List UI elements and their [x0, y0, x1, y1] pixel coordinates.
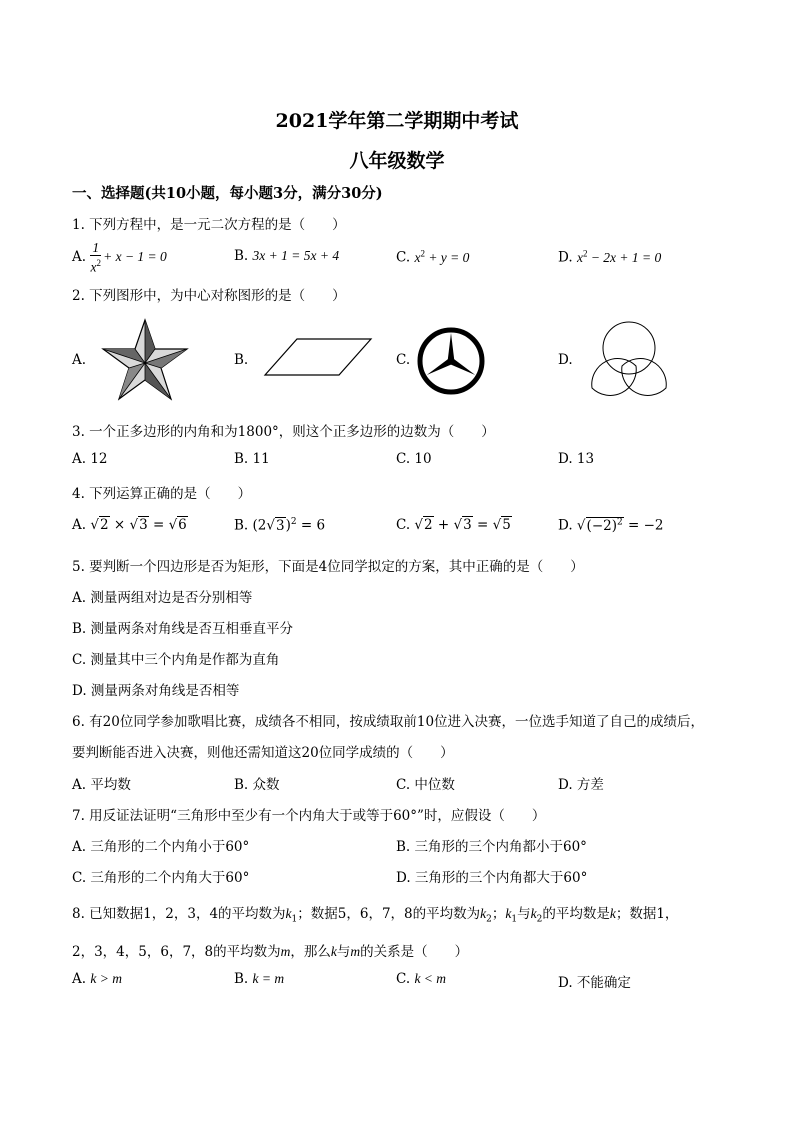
q5-option-d: D. 测量两条对角线是否相等 [72, 683, 240, 699]
q1-c-label: C. [396, 249, 411, 266]
q8-k2-b: k [530, 906, 537, 921]
question-8-stem-line2 [72, 940, 468, 960]
q8-text-3: ； [491, 906, 506, 922]
q4-c-equals: = [472, 517, 493, 533]
q4-d-radicand: (−2) [586, 517, 617, 534]
q8-k1-sub: 1 [291, 914, 298, 925]
q2-c-label: C. [396, 352, 411, 368]
q8-a-label: A. [72, 971, 87, 987]
parallelogram-figure [262, 336, 374, 378]
q1-c-tail: + y = 0 [424, 249, 470, 265]
three-pointed-star-circle-figure [416, 326, 486, 396]
q8-option-a [72, 971, 122, 987]
q4-option-c: C. √2 + √3 = √5 [396, 517, 511, 533]
q8-k: k [609, 906, 616, 921]
q4-b-open: (2 [252, 517, 267, 534]
q4-c-radicand-2: 3 [463, 517, 472, 533]
q1-d-exponent: 2 [582, 248, 588, 258]
q4-a-radicand-3: 6 [178, 517, 187, 533]
q4-a-radicand-1: 2 [99, 517, 109, 533]
q4-a-equals: = [148, 517, 169, 533]
q4-b-label: B. [234, 517, 249, 534]
q8-line2-text-3: 与 [336, 944, 351, 960]
q6-option-d: D. 方差 [558, 777, 604, 793]
q4-c-plus: + [433, 517, 454, 533]
exam-subtitle: 八年级数学 [349, 150, 445, 172]
q8-line2-text-1: 2，3，4，5，6，7，8的平均数为 [72, 944, 281, 960]
q8-text-4: 与 [517, 906, 531, 922]
question-8-stem-line1 [72, 902, 678, 925]
question-5-stem: 5. 要判断一个四边形是否为矩形，下面是4位同学拟定的方案，其中正确的是（ ） [72, 559, 584, 575]
q7-option-a: A. 三角形的二个内角小于60° [72, 839, 250, 855]
q1-a-numerator: 1 [92, 240, 100, 255]
triquetra-figure [584, 318, 674, 402]
q4-a-times: × [109, 517, 130, 533]
q8-k1: k [285, 906, 292, 921]
q8-b-expr: k = m [252, 971, 285, 986]
q2-b-label: B. [234, 352, 249, 368]
q4-a-radicand-2: 3 [139, 517, 148, 533]
q8-option-d: D. 不能确定 [558, 975, 631, 991]
q4-a-label: A. [72, 517, 87, 533]
q8-option-b [234, 971, 284, 987]
q6-option-a: A. 平均数 [72, 777, 131, 793]
star-figure [100, 318, 190, 402]
q6-option-b: B. 众数 [234, 777, 280, 793]
q1-d-tail: − 2x + 1 = 0 [587, 249, 662, 265]
q8-k1-b: k [505, 906, 512, 921]
q4-b-exponent: 2 [290, 517, 297, 527]
question-6-stem-line1: 6. 有20位同学参加歌唱比赛，成绩各不相同，按成绩取前10位进入决赛，一位选手知道了自己的成绩后， [72, 714, 705, 730]
q7-option-d: D. 三角形的三个内角都大于60° [396, 870, 588, 886]
q8-m: m [280, 944, 291, 959]
q2-d-label: D. [558, 352, 573, 368]
q8-k2-sub: 2 [486, 914, 492, 925]
q4-b-radicand: 3 [275, 517, 285, 534]
question-7-stem: 7. 用反证法证明“三角形中至少有一个内角大于或等于60°”时，应假设（ ） [72, 808, 546, 824]
q1-a-tail: + x − 1 = 0 [103, 248, 167, 264]
q8-line2-text-4: 的关系是（ ） [360, 944, 469, 960]
q8-text-6: ；数据1， [615, 906, 679, 922]
q4-option-d: D. $√(-2)^2 = -2$ [558, 517, 664, 534]
question-2-stem: 2. 下列图形中，为中心对称图形的是（ ） [72, 288, 346, 304]
q8-line2-k: k [330, 944, 337, 959]
q3-option-d: D. 13 [558, 451, 595, 467]
q8-text-2: ；数据5，6，7，8的平均数为 [297, 906, 481, 922]
q1-a-denominator: x [90, 259, 97, 275]
q2-a-label: A. [72, 352, 87, 368]
q8-c-label: C. [396, 971, 411, 987]
q8-b-label: B. [234, 971, 249, 987]
q1-b-label: B. [234, 248, 249, 264]
q4-b-tail: = 6 [296, 517, 326, 534]
exam-title: 2021学年第二学期期中考试 [275, 110, 519, 132]
q1-c-exponent: 2 [420, 248, 425, 258]
question-3-stem: 3. 一个正多边形的内角和为1800°，则这个正多边形的边数为（ ） [72, 424, 495, 440]
q8-k2-b-sub: 2 [536, 914, 543, 925]
q1-c-x: x [414, 249, 421, 265]
question-4-stem: 4. 下列运算正确的是（ ） [72, 486, 252, 502]
q1-d-x: x [576, 249, 583, 265]
q4-c-radicand-3: 5 [502, 517, 511, 533]
question-1-stem: 1. 下列方程中，是一元二次方程的是（ ） [72, 217, 346, 233]
q5-option-b: B. 测量两条对角线是否互相垂直平分 [72, 621, 294, 637]
q4-c-label: C. [396, 517, 411, 533]
q8-line2-text-2: ，那么 [290, 944, 331, 960]
q3-option-b: B. 11 [234, 451, 270, 467]
q4-option-a: A. √2 × √3 = √6 [72, 517, 187, 533]
q1-option-c [396, 248, 469, 266]
q8-c-expr: k < m [414, 971, 447, 986]
q4-b-close: ) [285, 517, 291, 534]
q4-d-exponent: 2 [616, 517, 623, 527]
q4-c-radicand-1: 2 [424, 517, 433, 533]
q7-option-c: C. 三角形的二个内角大于60° [72, 870, 250, 886]
q3-option-a: A. 12 [72, 451, 108, 467]
q8-line2-m: m [350, 944, 361, 959]
q3-option-c: C. 10 [396, 451, 432, 467]
q1-d-label: D. [558, 249, 573, 266]
q7-option-b: B. 三角形的三个内角都小于60° [396, 839, 587, 855]
q8-option-c [396, 971, 446, 987]
q8-k1-b-sub: 1 [511, 914, 518, 925]
q1-a-label: A. [72, 248, 87, 265]
q8-text-1: 8. 已知数据1，2，3，4的平均数为 [72, 906, 286, 922]
q8-text-5: 的平均数是 [542, 906, 610, 922]
q1-option-d [558, 248, 661, 266]
q4-option-b: B. $(2√3)^2 = 6$ [234, 517, 326, 534]
q4-d-label: D. [558, 517, 573, 534]
q1-option-b [234, 248, 339, 264]
q8-k2: k [480, 906, 487, 921]
section-heading: 一、选择题(共10小题，每小题3分，满分30分) [72, 185, 383, 202]
q6-option-c: C. 中位数 [396, 777, 455, 793]
q5-option-a: A. 测量两组对边是否分别相等 [72, 590, 253, 606]
q1-option-a [72, 240, 167, 275]
question-6-stem-line2: 要判断能否进入决赛，则他还需知道这20位同学成绩的（ ） [72, 745, 454, 761]
q1-b-expr: 3x + 1 = 5x + 4 [252, 248, 340, 263]
q1-a-exponent: 2 [96, 258, 101, 268]
q8-a-expr: k > m [90, 971, 122, 986]
q5-option-c: C. 测量其中三个内角是作都为直角 [72, 652, 280, 668]
q1-a-fraction [90, 240, 101, 275]
q4-d-tail: = −2 [623, 517, 664, 534]
